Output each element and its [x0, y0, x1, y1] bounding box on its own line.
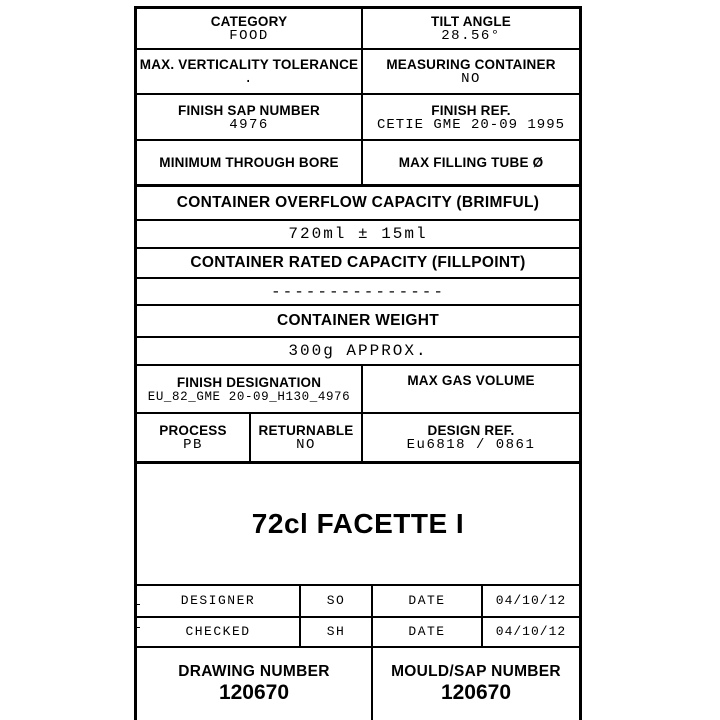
drawing-title-cell: [137, 464, 579, 584]
rated-value: ---------------: [270, 282, 446, 301]
checked-value: SH: [326, 624, 346, 639]
measuring-container-value: NO: [461, 71, 481, 87]
mould-number: 120670: [440, 681, 512, 704]
finish-ref-label: FINISH REF.: [431, 102, 511, 118]
category-value: FOOD: [229, 28, 269, 44]
design-ref-value: Eu6818 / 0861: [406, 437, 536, 453]
max-gas-label: MAX GAS VOLUME: [407, 373, 535, 388]
process-label: PROCESS: [159, 423, 227, 438]
checked-date-cell: [483, 618, 579, 646]
designer-date: 04/10/12: [495, 593, 567, 608]
tilt-angle-label: TILT ANGLE: [431, 14, 511, 29]
drawing-number-cell: [137, 648, 371, 720]
measuring-container-cell: [363, 50, 579, 93]
finish-sap-cell: [137, 95, 361, 139]
measuring-container-label: MEASURING CONTAINER: [386, 57, 556, 72]
designer-label-cell: [137, 586, 299, 616]
finish-sap-label: FINISH SAP NUMBER: [178, 102, 320, 118]
finish-ref-cell: [363, 95, 579, 139]
mould-number-label: MOULD/SAP NUMBER: [391, 663, 561, 680]
mould-number-cell: [373, 648, 579, 720]
process-cell: [137, 414, 249, 461]
designer-date-label-cell: [373, 586, 481, 616]
tilt-angle-cell: [363, 9, 579, 48]
designer-value-cell: [301, 586, 371, 616]
rated-label: CONTAINER RATED CAPACITY (FILLPOINT): [190, 254, 526, 271]
verticality-label: MAX. VERTICALITY TOLERANCE: [139, 57, 359, 72]
checked-date: 04/10/12: [495, 624, 567, 639]
finish-sap-value: 4976: [229, 116, 269, 133]
design-ref-label: DESIGN REF.: [427, 423, 515, 438]
title-block: [134, 6, 582, 720]
min-bore-cell: [137, 141, 361, 184]
drawing-number: 120670: [218, 681, 290, 704]
designer-label: DESIGNER: [180, 593, 256, 608]
finish-designation-label: FINISH DESIGNATION: [176, 374, 322, 390]
weight-value-cell: [137, 338, 579, 364]
drawing-title: 72cl FACETTE I: [251, 508, 465, 539]
tilt-angle-value: 28.56°: [441, 28, 501, 44]
rated-heading: [137, 249, 579, 277]
finish-designation-cell: [137, 366, 361, 412]
max-filling-tube-label: MAX FILLING TUBE Ø: [398, 155, 544, 170]
designer-date-label: DATE: [408, 593, 446, 608]
category-label: CATEGORY: [210, 14, 288, 29]
weight-value: 300g APPROX.: [288, 342, 428, 360]
process-value: PB: [183, 437, 203, 453]
designer-date-cell: [483, 586, 579, 616]
design-ref-cell: [363, 414, 579, 461]
drawing-number-label: DRAWING NUMBER: [178, 663, 330, 680]
category-cell: [137, 9, 361, 48]
verticality-value: .: [244, 71, 254, 87]
overflow-value: 720ml ± 15ml: [288, 225, 428, 243]
rated-value-cell: [137, 279, 579, 304]
checked-date-label: DATE: [408, 624, 446, 639]
returnable-label: RETURNABLE: [258, 423, 354, 438]
finish-ref-value: CETIE GME 20-09 1995: [376, 116, 566, 133]
overflow-label: CONTAINER OVERFLOW CAPACITY (BRIMFUL): [176, 194, 540, 211]
min-bore-label: MINIMUM THROUGH BORE: [159, 155, 339, 170]
checked-date-label-cell: [373, 618, 481, 646]
checked-value-cell: [301, 618, 371, 646]
checked-label-cell: [137, 618, 299, 646]
finish-designation-value: EU_82_GME 20-09_H130_4976: [147, 389, 351, 404]
returnable-value: NO: [296, 437, 316, 453]
max-gas-cell: [363, 366, 579, 412]
checked-label: CHECKED: [185, 624, 251, 639]
verticality-cell: [137, 50, 361, 93]
overflow-value-cell: [137, 221, 579, 247]
weight-label: CONTAINER WEIGHT: [276, 312, 440, 329]
weight-heading: [137, 306, 579, 336]
overflow-heading: [137, 187, 579, 219]
max-filling-tube-cell: [363, 141, 579, 184]
designer-value: SO: [326, 593, 346, 608]
returnable-cell: [251, 414, 361, 461]
